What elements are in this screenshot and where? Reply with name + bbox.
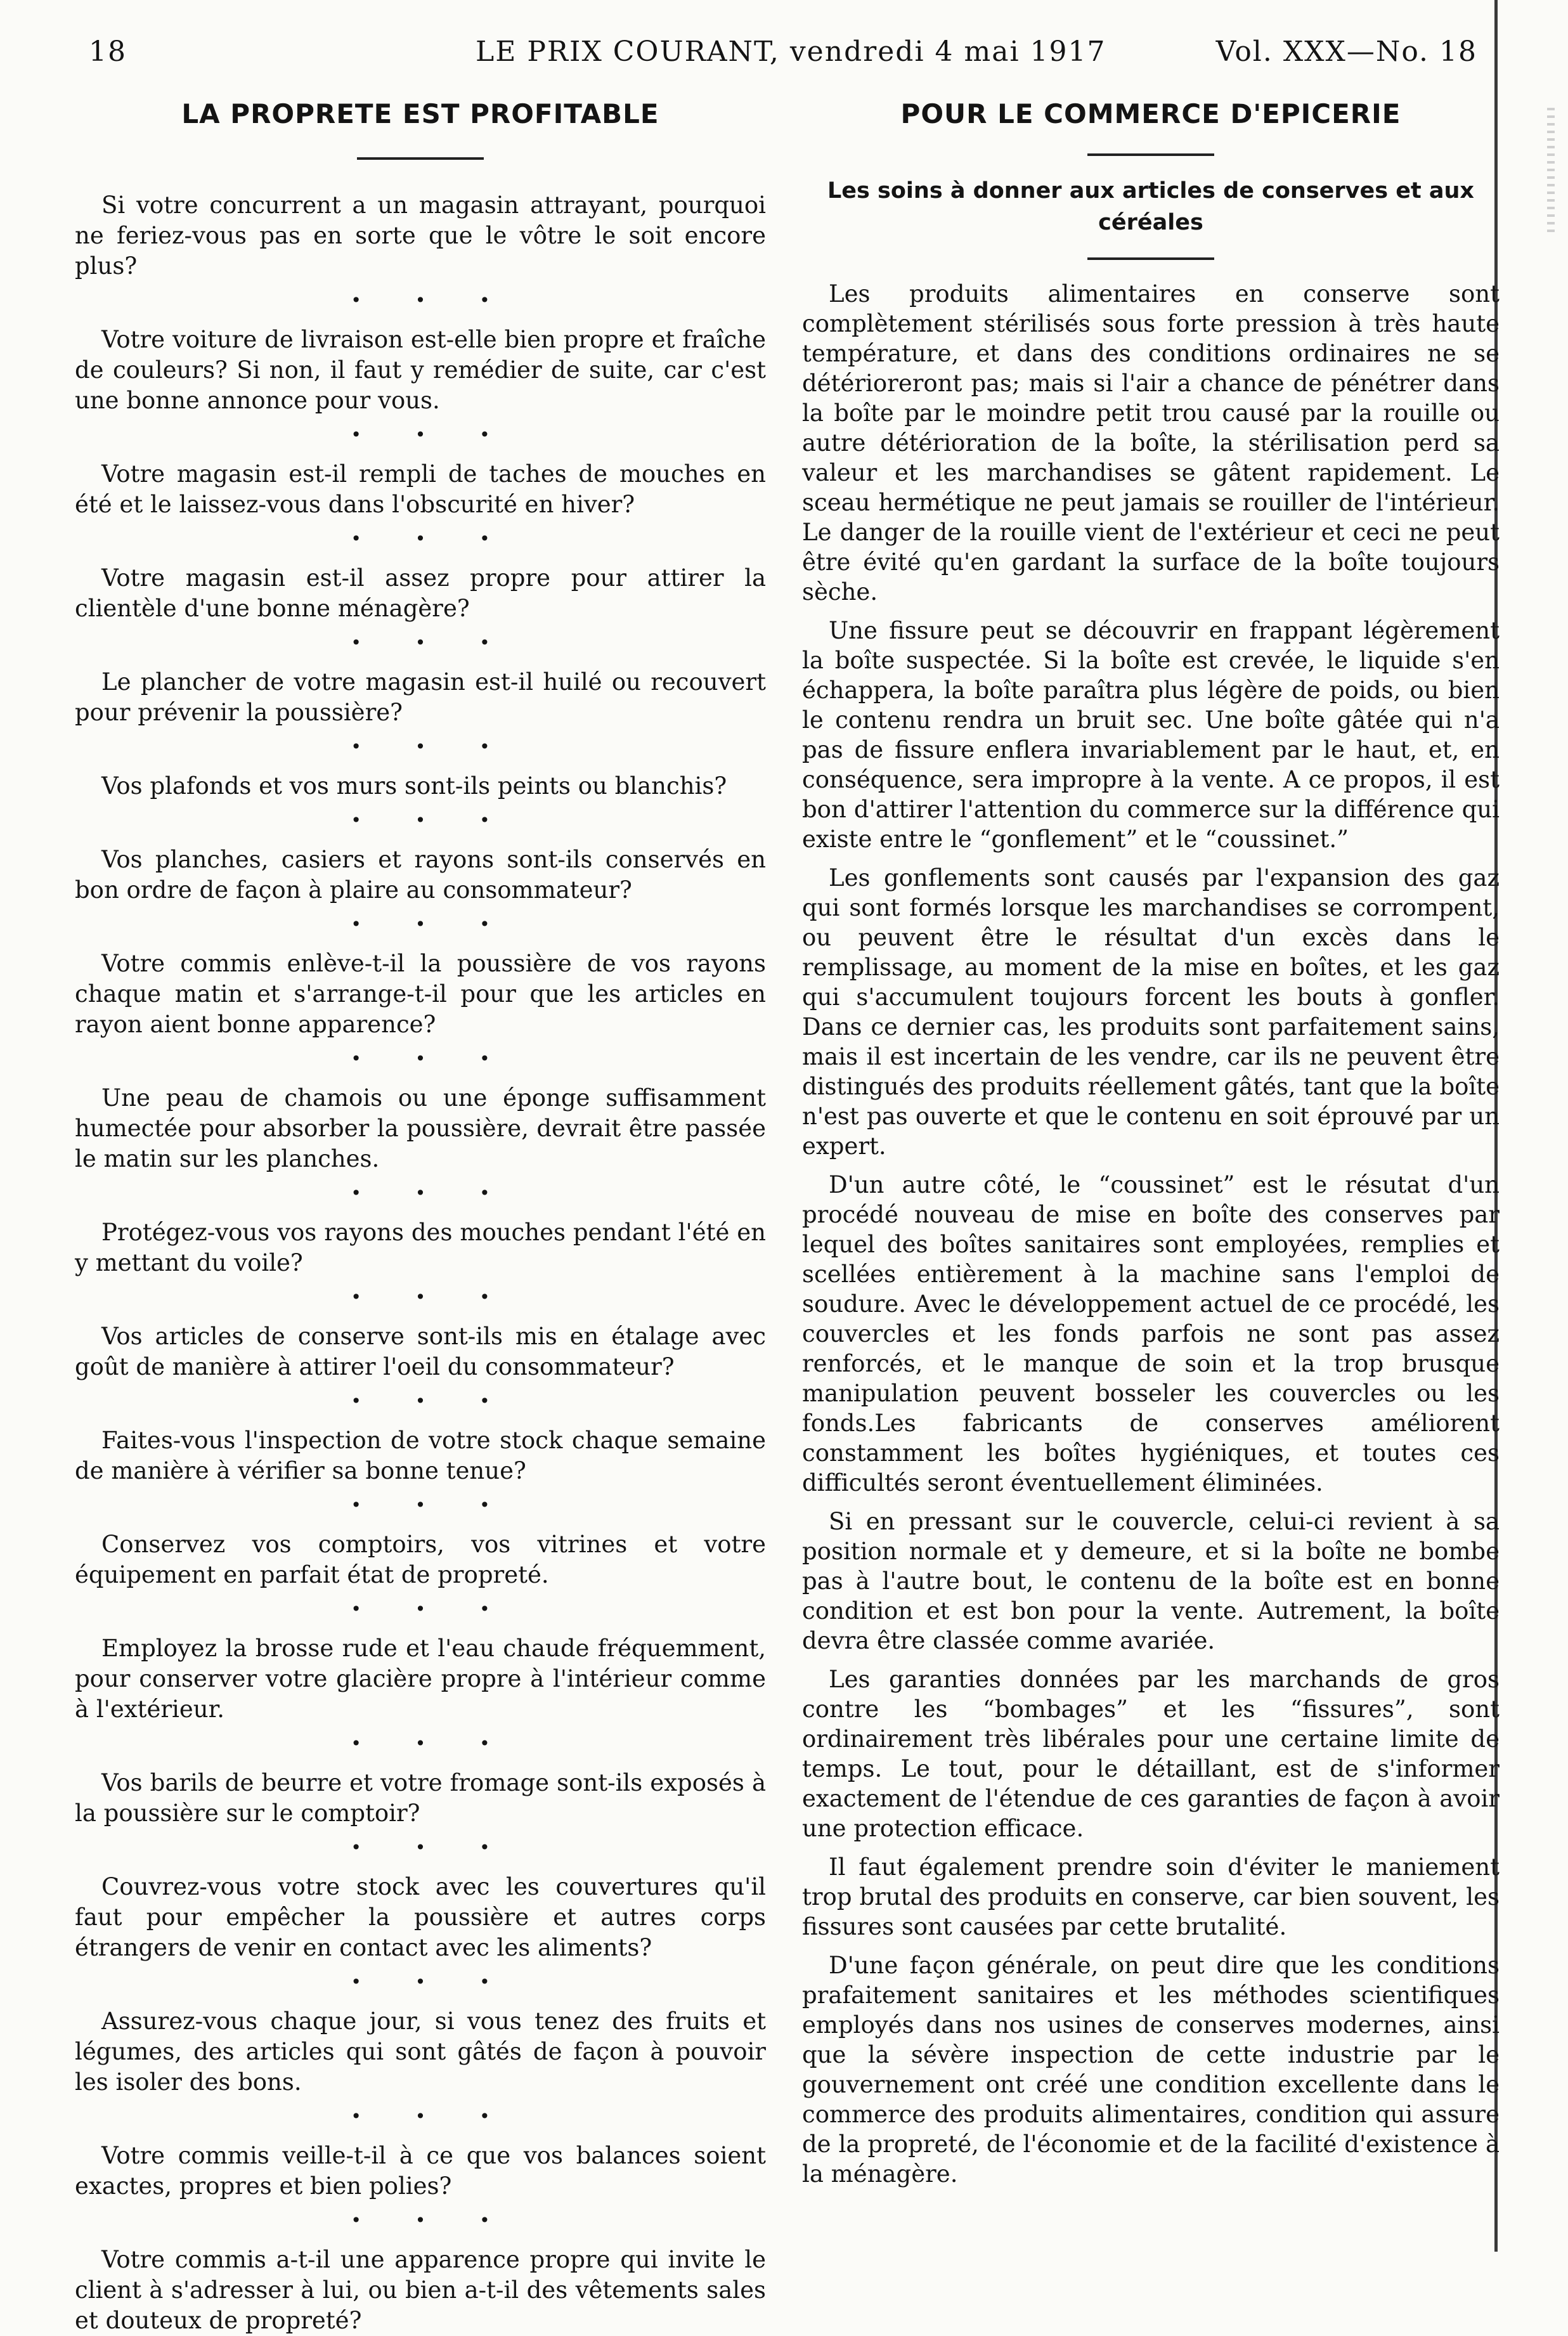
article-paragraph: Les gonflements sont causés par l'expansion des gaz qui sont formés lorsque les marchandises se corrompent, ou peuvent être le résultat d'un excès dans le remplissage, au moment de la mise en boîtes, et les gaz qui s'accumulent toujours forcent les bouts à gonfler. Dans ce dernier cas, les produits sont parfaitement sains, mais il est incertain de les vendre, car ils ne peuvent être distingués des produits réellement gâtés, tant que la boîte n'est pas ouverte et que le contenu en soit éprouvé par un expert. [802, 864, 1500, 1160]
question: Faites-vous l'inspection de votre stock chaque semaine de manière à vérifier sa bonne tenue? [75, 1427, 766, 1484]
question: Couvrez-vous votre stock avec les couvertures qu'il faut pour empêcher la poussière et autres corps étrangers de venir en contact avec les aliments? [75, 1873, 766, 1961]
dot-separator: • • • [351, 1391, 514, 1411]
dot-separator: • • • [351, 736, 514, 757]
question: Votre commis veille-t-il à ce que vos balances soient exactes, propres et bien polies? [75, 2142, 766, 2200]
dot-separator: • • • [351, 1971, 514, 1992]
dot-separator: • • • [351, 810, 514, 831]
question: Vos planches, casiers et rayons sont-ils conservés en bon ordre de façon à plaire au consommateur? [75, 846, 766, 904]
dot-separator: • • • [351, 1837, 514, 1858]
title-divider [1087, 153, 1214, 156]
dot-separator: • • • [351, 914, 514, 935]
volume-number: Vol. XXX—No. 18 [1215, 36, 1477, 68]
question: Vos articles de conserve sont-ils mis en étalage avec goût de manière à attirer l'oeil du consommateur? [75, 1323, 766, 1380]
dot-separator: • • • [351, 1733, 514, 1754]
article-paragraph: Les garanties données par les marchands de gros contre les “bombages” et les “fissures”, sont ordinairement très libérales pour une certaine limite de temps. Le tout, pour le détaillant, est de s'informer exactement de l'étendue de ces garanties de façon à avoir une protection efficace. [802, 1666, 1500, 1842]
article-paragraph: Une fissure peut se découvrir en frappant légèrement la boîte suspectée. Si la boîte est crevée, le liquide s'en échappera, la boîte paraîtra plus légère de poids, ou bien le contenu rendra un bruit sec. Une boîte gâtée qui n'a pas de fissure enflera invariablement par le haut, et, en conséquence, sera impropre à la vente. A ce propos, il est bon d'attirer l'attention du commerce sur la différence qui existe entre le “gonflement” et le “coussinet.” [802, 617, 1500, 853]
right-column-title: POUR LE COMMERCE D'EPICERIE [900, 98, 1401, 129]
question: Protégez-vous vos rayons des mouches pendant l'été en y mettant du voile? [75, 1219, 766, 1276]
article-paragraph: Si en pressant sur le couvercle, celui-ci revient à sa position normale et y demeure, et si la boîte ne bombe pas à l'autre bout, le contenu de la boîte est en bonne condition et est bon pour la vente. Autrement, la boîte devra être classée comme avariée. [802, 1508, 1500, 1654]
question: Si votre concurrent a un magasin attrayant, pourquoi ne feriez-vous pas en sorte que le vôtre le soit encore plus? [75, 191, 766, 280]
question: Le plancher de votre magasin est-il huilé ou recouvert pour prévenir la poussière? [75, 668, 766, 726]
left-column-title: LA PROPRETE EST PROFITABLE [181, 98, 659, 129]
question: Votre commis enlève-t-il la poussière de vos rayons chaque matin et s'arrange-t-il pour que les articles en rayon aient bonne apparence? [75, 950, 766, 1038]
question: Votre magasin est-il rempli de taches de mouches en été et le laissez-vous dans l'obscurité en hiver? [75, 460, 766, 518]
dot-separator: • • • [351, 1048, 514, 1069]
question: Votre magasin est-il assez propre pour attirer la clientèle d'une bonne ménagère? [75, 564, 766, 622]
question: Employez la brosse rude et l'eau chaude fréquemment, pour conserver votre glacière propre à l'intérieur comme à l'extérieur. [75, 1635, 766, 1723]
dot-separator: • • • [351, 290, 514, 311]
right-column [802, 94, 1500, 2198]
dot-separator: • • • [351, 632, 514, 653]
left-column [75, 94, 766, 2336]
question: Votre commis a-t-il une apparence propre qui invite le client à s'adresser à lui, ou bien a-t-il des vêtements sales et douteux de propreté? [75, 2246, 766, 2334]
article-paragraph: D'un autre côté, le “coussinet” est le résutat d'un procédé nouveau de mise en boîte des conserves par lequel des boîtes sanitaires sont employées, remplies et scellées entièrement à la machine sans l'emploi de soudure. Avec le développement actuel de ce procédé, les couvercles et les fonds parfois ne sont pas assez renforcés, et le manque de soin et la trop brusque manipulation peuvent bosseler les couvercles ou les fonds.Les fabricants de conserves améliorent constamment les boîtes hygiéniques, et toutes ces difficultés seront éventuellement éliminées. [802, 1171, 1500, 1496]
dot-separator: • • • [351, 2210, 514, 2231]
dot-separator: • • • [351, 2106, 514, 2127]
dot-separator: • • • [351, 528, 514, 549]
dot-separator: • • • [351, 1495, 514, 1515]
question: Assurez-vous chaque jour, si vous tenez des fruits et légumes, des articles qui sont gâtés de façon à pouvoir les isoler des bons. [75, 2008, 766, 2096]
article-paragraph: Il faut également prendre soin d'éviter le maniement trop brutal des produits en conserve, car bien souvent, les fissures sont causées par cette brutalité. [802, 1853, 1500, 1940]
article-paragraph: D'une façon générale, on peut dire que les conditions prafaitement sanitaires et les méthodes scientifiques employés dans nos usines de conserves modernes, ainsi que la sévère inspection de cette industrie par le gouvernement ont créé une condition excellente dans le commerce des produits alimentaires, condition qui assure de la propreté, de l'économie et de la facilité d'existence à la ménagère. [802, 1952, 1500, 2188]
dot-separator: • • • [351, 1599, 514, 1619]
article-paragraph: Les produits alimentaires en conserve sont complètement stérilisés sous forte pression à très haute température, et dans des conditions ordinaires ne se détérioreront pas; mais si l'air a chance de pénétrer dans la boîte par le moindre petit trou causé par la rouille ou autre détérioration de la boîte, la stérilisation perd sa valeur et les marchandises se gâtent rapidement. Le sceau hermétique ne peut jamais se rouiller de l'intérieur. Le danger de la rouille vient de l'extérieur et ceci ne peut être évité qu'en gardant la surface de la boîte toujours sèche. [802, 280, 1500, 606]
publication-line: LE PRIX COURANT, vendredi 4 mai 1917 [476, 36, 1106, 68]
question: Vos plafonds et vos murs sont-ils peints ou blanchis? [101, 772, 727, 800]
page-number: 18 [89, 36, 127, 68]
margin-dots [1547, 108, 1555, 235]
dot-separator: • • • [351, 1183, 514, 1204]
question: Conservez vos comptoirs, vos vitrines et votre équipement en parfait état de propreté. [75, 1531, 766, 1588]
article-subtitle: Les soins à donner aux articles de conserves et aux céréales [827, 178, 1475, 235]
question: Vos barils de beurre et votre fromage sont-ils exposés à la poussière sur le comptoir? [75, 1769, 766, 1827]
page-header [89, 33, 1477, 71]
dot-separator: • • • [351, 1287, 514, 1308]
title-divider [357, 157, 484, 160]
subtitle-divider [1087, 257, 1214, 260]
dot-separator: • • • [351, 424, 514, 445]
question: Votre voiture de livraison est-elle bien propre et fraîche de couleurs? Si non, il faut y remédier de suite, car c'est une bonne annonce pour vous. [75, 326, 766, 414]
question: Une peau de chamois ou une éponge suffisamment humectée pour absorber la poussière, devrait être passée le matin sur les planches. [75, 1084, 766, 1172]
